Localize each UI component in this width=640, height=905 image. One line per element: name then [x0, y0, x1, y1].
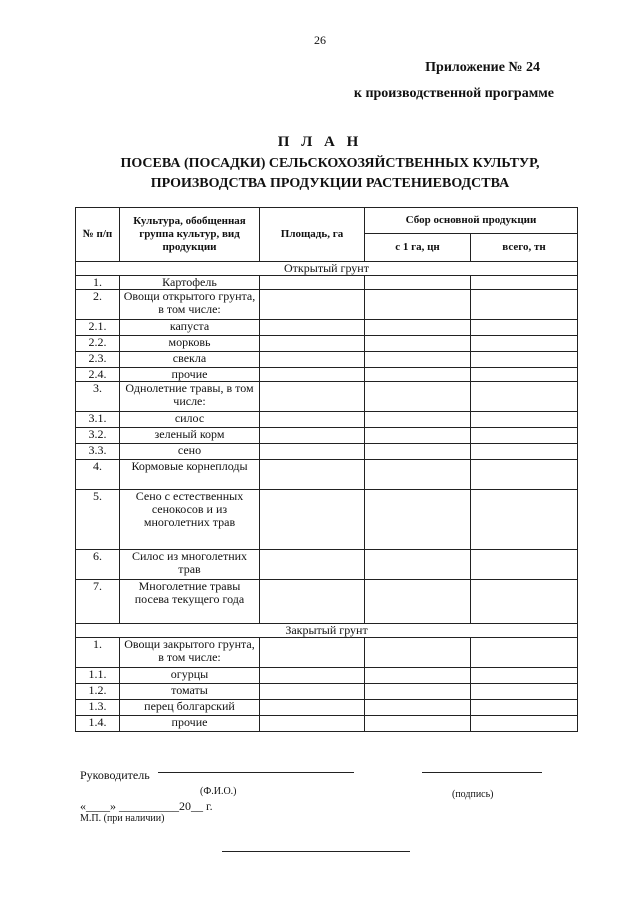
open-row-num: 1. [76, 276, 120, 290]
total-cell[interactable] [471, 428, 578, 444]
area-cell[interactable] [260, 320, 365, 336]
section-open-ground: Открытый грунт [76, 262, 578, 276]
table-row [76, 412, 578, 428]
per-ha-cell[interactable] [365, 638, 471, 668]
area-cell[interactable] [260, 550, 365, 580]
per-ha-cell[interactable] [365, 684, 471, 700]
open-row-num: 4. [76, 460, 120, 490]
header-per-ha: с 1 га, цн [365, 234, 471, 262]
open-row-name: морковь [120, 336, 260, 352]
table-row [76, 428, 578, 444]
plan-table [75, 207, 578, 732]
per-ha-cell[interactable] [365, 700, 471, 716]
closed-row-name: Овощи закрытого грунта, в том числе: [120, 638, 260, 668]
closed-row-num: 1. [76, 638, 120, 668]
plan-title-line2: ПРОИЗВОДСТВА ПРОДУКЦИИ РАСТЕНИЕВОДСТВА [150, 176, 510, 191]
open-row-name: зеленый корм [120, 428, 260, 444]
area-cell[interactable] [260, 428, 365, 444]
open-row-name: Однолетние травы, в том числе: [120, 382, 260, 412]
open-row-num: 2. [76, 290, 120, 320]
table-row [76, 580, 578, 624]
stamp-note: М.П. (при наличии) [80, 813, 165, 824]
area-cell[interactable] [260, 276, 365, 290]
total-cell[interactable] [471, 460, 578, 490]
signature-caption: (подпись) [452, 789, 494, 800]
total-cell[interactable] [471, 716, 578, 732]
per-ha-cell[interactable] [365, 368, 471, 382]
area-cell[interactable] [260, 368, 365, 382]
header-yield-group: Сбор основной продукции [365, 208, 578, 234]
open-row-num: 5. [76, 490, 120, 550]
header-num: № п/п [76, 208, 120, 262]
table-row [76, 668, 578, 684]
header-culture: Культура, обобщенная группа культур, вид продукции [120, 208, 260, 262]
per-ha-cell[interactable] [365, 460, 471, 490]
open-row-num: 3.3. [76, 444, 120, 460]
area-cell[interactable] [260, 382, 365, 412]
header-total: всего, тн [471, 234, 578, 262]
open-row-name: свекла [120, 352, 260, 368]
fio-caption: (Ф.И.О.) [200, 786, 237, 797]
sign-line [422, 772, 542, 773]
open-row-num: 2.1. [76, 320, 120, 336]
open-row-num: 7. [76, 580, 120, 624]
area-cell[interactable] [260, 460, 365, 490]
area-cell[interactable] [260, 580, 365, 624]
total-cell[interactable] [471, 290, 578, 320]
open-row-num: 6. [76, 550, 120, 580]
per-ha-cell[interactable] [365, 336, 471, 352]
area-cell[interactable] [260, 444, 365, 460]
total-cell[interactable] [471, 550, 578, 580]
open-row-num: 2.4. [76, 368, 120, 382]
table-row [76, 460, 578, 490]
per-ha-cell[interactable] [365, 352, 471, 368]
open-row-name: капуста [120, 320, 260, 336]
appendix-title: Приложение № 24 [425, 60, 540, 75]
open-row-num: 2.3. [76, 352, 120, 368]
per-ha-cell[interactable] [365, 320, 471, 336]
open-row-name: прочие [120, 368, 260, 382]
total-cell[interactable] [471, 580, 578, 624]
open-row-name: Картофель [120, 276, 260, 290]
open-row-name: Овощи открытого грунта, в том числе: [120, 290, 260, 320]
date-line: «____» __________20__ г. [80, 799, 213, 813]
open-row-name: Сено с естественных сенокосов и из многолетних трав [120, 490, 260, 550]
open-row-num: 2.2. [76, 336, 120, 352]
open-row-num: 3.2. [76, 428, 120, 444]
table-row [76, 490, 578, 550]
total-cell[interactable] [471, 352, 578, 368]
section-closed-ground: Закрытый грунт [76, 624, 578, 638]
closed-row-num: 1.1. [76, 668, 120, 684]
total-cell[interactable] [471, 668, 578, 684]
open-row-num: 3. [76, 382, 120, 412]
total-cell[interactable] [471, 700, 578, 716]
area-cell[interactable] [260, 352, 365, 368]
fio-line [158, 772, 354, 773]
total-cell[interactable] [471, 336, 578, 352]
total-cell[interactable] [471, 684, 578, 700]
area-cell[interactable] [260, 700, 365, 716]
area-cell[interactable] [260, 668, 365, 684]
closed-row-num: 1.3. [76, 700, 120, 716]
table-row [76, 320, 578, 336]
total-cell[interactable] [471, 382, 578, 412]
total-cell[interactable] [471, 638, 578, 668]
table-row [76, 382, 578, 412]
table-row [76, 290, 578, 320]
table-row [76, 550, 578, 580]
plan-heading: П Л А Н [277, 134, 363, 150]
table-row [76, 716, 578, 732]
table-row [76, 368, 578, 382]
page-number: 26 [314, 33, 326, 47]
total-cell[interactable] [471, 276, 578, 290]
table-row [76, 684, 578, 700]
per-ha-cell[interactable] [365, 550, 471, 580]
closed-row-num: 1.4. [76, 716, 120, 732]
closed-row-name: огурцы [120, 668, 260, 684]
area-cell[interactable] [260, 638, 365, 668]
plan-title-line1: ПОСЕВА (ПОСАДКИ) СЕЛЬСКОХОЗЯЙСТВЕННЫХ КУЛЬТУР, [120, 156, 540, 171]
per-ha-cell[interactable] [365, 276, 471, 290]
per-ha-cell[interactable] [365, 580, 471, 624]
table-row [76, 336, 578, 352]
per-ha-cell[interactable] [365, 444, 471, 460]
appendix-subtitle: к производственной программе [353, 86, 554, 101]
closed-row-name: прочие [120, 716, 260, 732]
total-cell[interactable] [471, 412, 578, 428]
total-cell[interactable] [471, 444, 578, 460]
per-ha-cell[interactable] [365, 668, 471, 684]
open-row-name: Многолетние травы посева текущего года [120, 580, 260, 624]
area-cell[interactable] [260, 290, 365, 320]
open-row-name: Силос из многолетних трав [120, 550, 260, 580]
total-cell[interactable] [471, 490, 578, 550]
table-row [76, 276, 578, 290]
area-cell[interactable] [260, 684, 365, 700]
table-row [76, 638, 578, 668]
bottom-line [222, 851, 410, 852]
per-ha-cell[interactable] [365, 382, 471, 412]
open-row-num: 3.1. [76, 412, 120, 428]
per-ha-cell[interactable] [365, 290, 471, 320]
open-row-name: сено [120, 444, 260, 460]
table-row [76, 444, 578, 460]
open-row-name: силос [120, 412, 260, 428]
per-ha-cell[interactable] [365, 490, 471, 550]
table-row [76, 700, 578, 716]
total-cell[interactable] [471, 368, 578, 382]
area-cell[interactable] [260, 412, 365, 428]
table-row [76, 352, 578, 368]
closed-row-name: томаты [120, 684, 260, 700]
open-row-name: Кормовые корнеплоды [120, 460, 260, 490]
area-cell[interactable] [260, 336, 365, 352]
total-cell[interactable] [471, 320, 578, 336]
closed-row-name: перец болгарский [120, 700, 260, 716]
per-ha-cell[interactable] [365, 412, 471, 428]
signature-label: Руководитель [80, 768, 150, 782]
area-cell[interactable] [260, 716, 365, 732]
area-cell[interactable] [260, 490, 365, 550]
per-ha-cell[interactable] [365, 428, 471, 444]
per-ha-cell[interactable] [365, 716, 471, 732]
closed-row-num: 1.2. [76, 684, 120, 700]
header-area: Площадь, га [260, 208, 365, 262]
